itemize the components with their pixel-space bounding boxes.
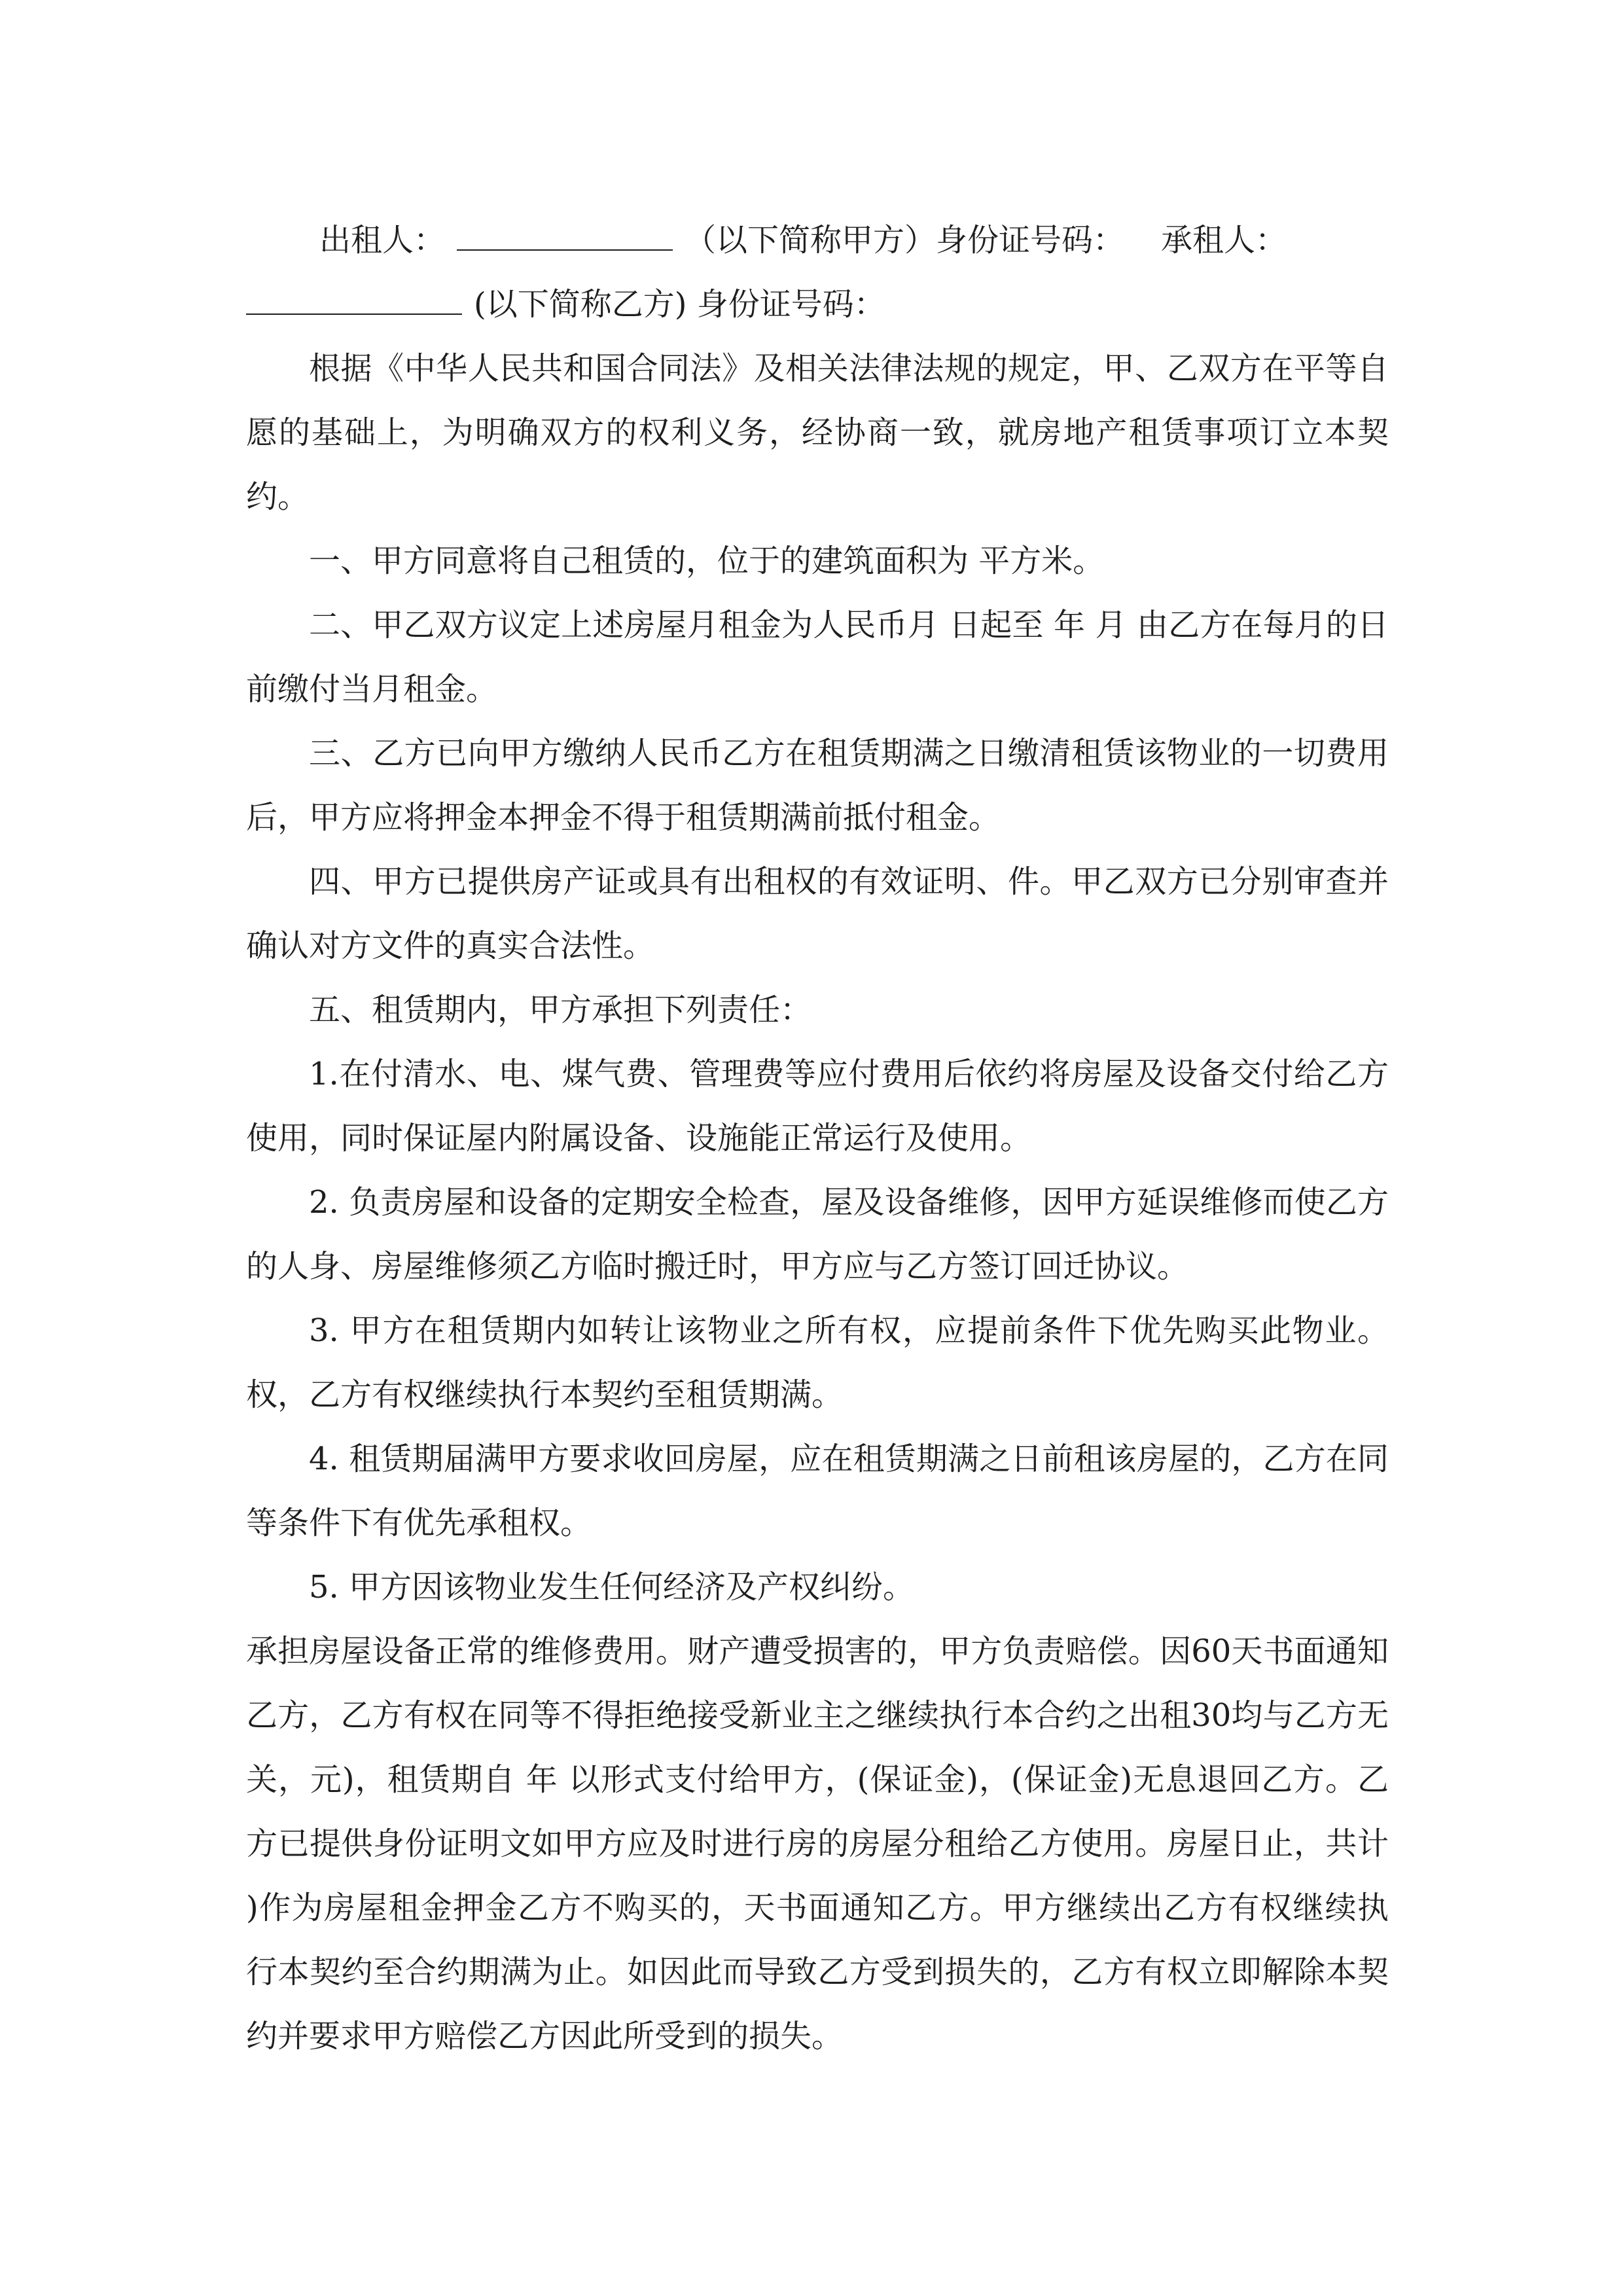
clause-5-item-2: 2. 负责房屋和设备的定期安全检查，屋及设备维修，因甲方延误维修而使乙方的人身、房屋维修须乙方临时搬迁时，甲方应与乙方签订回迁协议。: [246, 1184, 1389, 1285]
lessor-suffix: （以下简称甲方）身份证号码：: [685, 222, 1125, 259]
clause-2: 二、甲乙双方议定上述房屋月租金为人民币月 日起至 年 月 由乙方在每月的日前缴付当月租金。: [246, 607, 1389, 708]
lessor-line: [246, 208, 1389, 272]
clause-5: 五、租赁期内，甲方承担下列责任：: [309, 992, 812, 1028]
lessee-line: [246, 272, 1389, 336]
lessee-label: 承租人：: [1161, 222, 1287, 259]
clause-5-item-5: 5. 甲方因该物业发生任何经济及产权纠纷。: [309, 1569, 915, 1605]
contract-body: [246, 208, 1389, 2068]
clause-5-item-4: 4. 租赁期届满甲方要求收回房屋，应在租赁期满之日前租该房屋的，乙方在同等条件下有优先承租权。: [246, 1441, 1389, 1541]
lessor-label: 出租人：: [319, 222, 446, 259]
clause-3: 三、乙方已向甲方缴纳人民币乙方在租赁期满之日缴清租赁该物业的一切费用后，甲方应将押金本押金不得于租赁期满前抵付租金。: [246, 735, 1389, 836]
lessor-name-blank: [457, 214, 673, 251]
preamble-paragraph: 根据《中华人民共和国合同法》及相关法律法规的规定，甲、乙双方在平等自愿的基础上，为明确双方的权利义务，经协商一致，就房地产租赁事项订立本契约。: [246, 350, 1389, 515]
clause-4: 四、甲方已提供房产证或具有出租权的有效证明、件。甲乙双方已分别审查并确认对方文件的真实合法性。: [246, 863, 1389, 964]
clause-5-item-1: 1.在付清水、电、煤气费、管理费等应付费用后依约将房屋及设备交付给乙方使用，同时保证屋内附属设备、设施能正常运行及使用。: [246, 1056, 1389, 1157]
closing-paragraph: 承担房屋设备正常的维修费用。财产遭受损害的，甲方负责赔偿。因60天书面通知乙方，乙方有权在同等不得拒绝接受新业主之继续执行本合约之出租30均与乙方无关，元)，租赁期自 年 以形式支付给甲方，(保证金)，(保证金)无息退回乙方。乙方已提供身份证明文如甲方应及时进行房的房屋分租给乙方使用。房屋日止，共计 )作为房屋租金押金乙方不购买的，天书面通知乙方。甲方继续出乙方有权继续执行本契约至合约期满为止。如因此而导致乙方受到损失的，乙方有权立即解除本契约并要求甲方赔偿乙方因此所受到的损失。: [246, 1633, 1389, 2054]
lessee-name-blank: [246, 278, 462, 315]
clause-1: 一、甲方同意将自己租赁的，位于的建筑面积为 平方米。: [309, 543, 1105, 579]
lessee-suffix: (以下简称乙方) 身份证号码：: [474, 286, 885, 323]
clause-5-item-3: 3. 甲方在租赁期内如转让该物业之所有权，应提前条件下优先购买此物业。权，乙方有权继续执行本契约至租赁期满。: [246, 1312, 1389, 1413]
